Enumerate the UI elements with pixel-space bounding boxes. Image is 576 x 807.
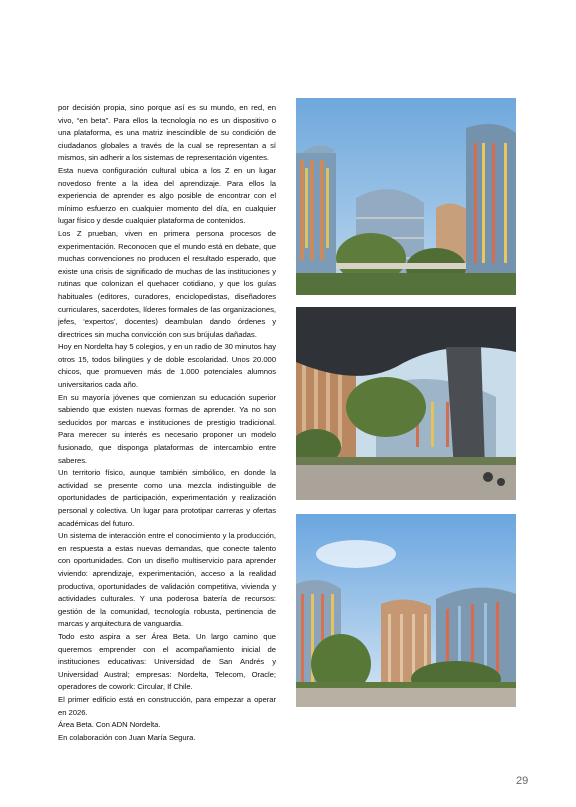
paragraph-8: Todo esto aspira a ser Área Beta. Un largo camino que queremos emprender con el acompañamiento inicial de instituciones educativas: Universidad de San Andrés y Universidad Austral; empresas: Nordelta, Telecom, Oracle; operadores de cowork: Circular, If Chile. (58, 631, 276, 692)
paragraph-2: Esta nueva configuración cultural ubica a los Z en un lugar novedoso frente a la idea del aprendizaje. Para ellos la experiencia de aprender es algo posible de encontrar con el mínimo esfuerzo en cualquier momento del día, en cualquier lugar físico y desde cualquier plataforma de contenidos. (58, 165, 276, 226)
credit-line-2: En colaboración con Juan María Segura. (58, 732, 196, 742)
building-render-exterior-1 (296, 98, 516, 295)
building-render-image-2 (296, 307, 516, 500)
paragraph-5: En su mayoría jóvenes que comienzan su educación superior sabiendo que existen nuevas formas de aprender. Ya no son seducidos por marcas e instituciones de prestigio tradicional. Para merecer su interés es necesario proponer un modelo fusionado, que disponga plataformas de intercambio entre saberes. (58, 392, 276, 465)
paragraph-9: El primer edificio está en construcción, para empezar a operar en 2026. (58, 694, 276, 717)
building-render-exterior-2 (296, 514, 516, 707)
building-render-covered-plaza (296, 307, 516, 500)
building-render-image-1 (296, 98, 516, 295)
paragraph-6: Un territorio físico, aunque también simbólico, en donde la actividad se presente como una mezcla indistinguible de oportunidades de participación, experimentación y realización personal y colectiva. Un lugar para prototipar carreras y ofertas académicas del futuro. (58, 468, 276, 528)
credit-line-1: Área Beta. Con ADN Nordelta. (58, 720, 161, 730)
article-text-column (58, 102, 276, 744)
page-number: 29 (516, 775, 529, 787)
paragraph-1: por decisión propia, sino porque así es su mundo, en red, en vivo, “en beta”. Para ellos la tecnología no es un dispositivo o una plataforma, es una matriz inescindible de su condición de ciudadanos globales a través de la cual se representan a sí mismos, sin adherir a los sistemas de representación vigentes. (58, 103, 276, 163)
paragraph-3: Los Z prueban, viven en primera persona procesos de experimentación. Reconocen que el mundo está en debate, que muchas convenciones no producen el resultado esperado, que existe una crisis de significado de muchas de las instituciones y rutinas que colonizan el quehacer cotidiano, y que los guías habituales (editores, curadores, enciclopedistas, diseñadores curriculares, sacerdotes, líderes formales de las organizaciones, jefes, ‘expertos’, docentes) deambulan dando órdenes y directrices sin mucha convicción con sus brújulas dañadas. (58, 228, 276, 339)
paragraph-7: Un sistema de interacción entre el conocimiento y la producción, en respuesta a estas nuevas demandas, que conecte talento con oportunidades. Con un diseño multiservicio para aprender viviendo: aprendizaje, experimentación, acceso a la realidad productiva, oportunidades de validación competitiva, vivienda y actividades culturales. Y una poderosa batería de recursos: gestión de la comunidad, tecnología robusta, pertinencia de marcas y arquitectura de vanguardia. (58, 531, 276, 629)
building-render-image-3 (296, 514, 516, 707)
paragraph-4: Hoy en Nordelta hay 5 colegios, y en un radio de 30 minutos hay otros 15, todos bilingües y de doble escolaridad. Unos 20.000 chicos, que promueven más de 1.000 potenciales alumnos universitarios cada año. (58, 342, 276, 390)
